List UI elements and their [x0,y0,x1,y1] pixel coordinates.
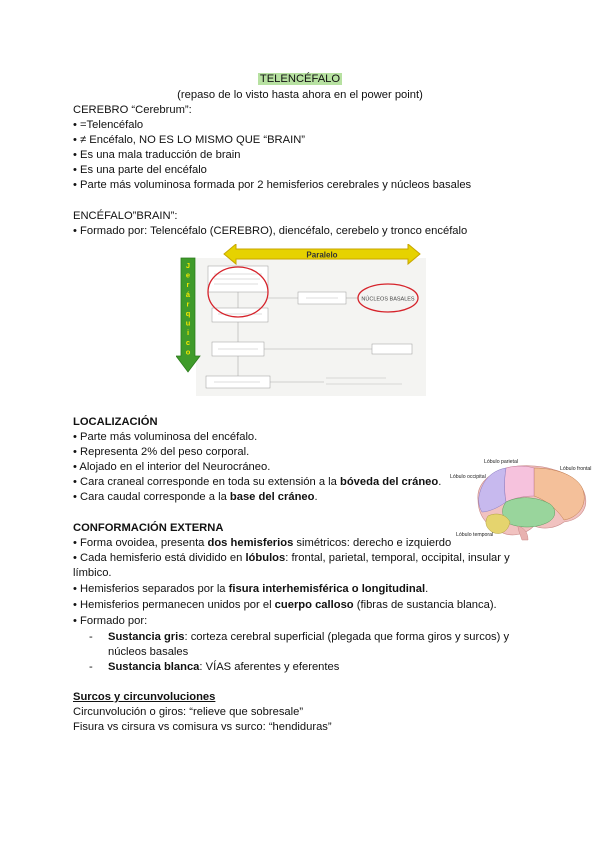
side-box [372,344,412,354]
label-temporal: Lóbulo temporal [456,532,494,538]
label-parietal: Lóbulo parietal [484,459,519,465]
jerarquico-letter: c [185,337,191,347]
sub-list-item [108,630,509,644]
page-title [0,72,600,86]
conformacion-bullet: • Formado por: [73,615,148,627]
sub-list-continuation: núcleos basales [108,646,189,658]
cerebro-bullet: • Es una mala traducción de brain [73,149,241,161]
diagram-svg [176,244,428,396]
conformacion-bullet [73,536,451,550]
paralelo-label: Paralelo [306,250,338,260]
text-part: • Hemisferios permanecen unidos por el [73,599,275,611]
nucleos-basales-label: NÚCLEOS BASALES [361,296,415,303]
jerarquico-letter: J [185,261,191,270]
conformacion-continuation: límbico. [73,567,112,579]
sub-list-dash: - [89,631,93,643]
jerarquico-letter: r [186,299,190,309]
localizacion-bullet: • Alojado en el interior del Neurocráneo. [73,461,271,473]
text-part: • Cada hemisferio está dividido en [73,552,246,564]
text-part: . [314,491,318,503]
page-subtitle: (repaso de lo visto hasta ahora en el power point) [177,89,423,101]
text-part: (fibras de sustancia blanca). [353,599,497,611]
encefalo-bullet: • Formado por: Telencéfalo (CEREBRO), diencéfalo, cerebelo y tronco encéfalo [73,225,468,237]
cerebro-heading: CEREBRO “Cerebrum”: [73,104,192,116]
sub-list-item [108,660,339,674]
text-bold: Sustancia gris [108,631,185,643]
surcos-heading: Surcos y circunvoluciones [73,691,216,703]
jerarquico-letter: i [186,328,190,338]
encefalo-heading: ENCÉFALO”BRAIN”: [73,210,178,222]
cerebro-bullet: • ≠ Encéfalo, NO ES LO MISMO QUE “BRAIN” [73,134,305,146]
text-bold: bóveda del cráneo [340,476,439,488]
cerebro-bullet: • Es una parte del encéfalo [73,164,207,176]
text-bold: dos hemisferios [207,537,294,549]
brain-hierarchy-diagram [176,244,428,396]
localizacion-bullet [73,475,441,489]
jerarquico-letter: á [185,289,191,299]
text-part: • Hemisferios separados por la [73,583,229,595]
text-part: : frontal, parietal, temporal, occipital, insular y [285,552,510,564]
localizacion-bullet: • Parte más voluminosa del encéfalo. [73,431,258,443]
brain-svg [448,452,594,544]
title-text: TELENCÉFALO [259,73,341,85]
surcos-line: Fisura vs cirsura vs comisura vs surco: “hendiduras” [73,721,332,733]
conformacion-bullet [73,551,510,565]
text-bold: base del cráneo [229,491,315,503]
localizacion-bullet [73,490,318,504]
label-occipital: Lóbulo occipital [450,474,486,480]
text-bold: fisura interhemisférica o longitudinal [228,583,426,595]
text-part: : corteza cerebral superficial (plegada que forma giros y surcos) y [184,631,510,643]
cerebro-bullet: • =Telencéfalo [73,119,144,131]
jerarquico-letter: r [186,280,190,290]
cerebro-bullet: • Parte más voluminosa formada por 2 hemisferios cerebrales y núcleos basales [73,179,472,191]
text-bold: cuerpo calloso [274,599,354,611]
text-part: . [438,476,442,488]
text-part: : VÍAS aferentes y eferentes [199,661,340,673]
jerarquico-letter: u [185,318,191,328]
jerarquico-letter: o [185,347,191,357]
conformacion-heading: CONFORMACIÓN EXTERNA [73,522,224,534]
surcos-line: Circunvolución o giros: “relieve que sobresale” [73,706,304,718]
text-part: simétricos: derecho e izquierdo [293,537,452,549]
text-part: • Cara caudal corresponde a la [73,491,230,503]
jerarquico-letter: q [185,309,191,318]
label-frontal: Lóbulo frontal [560,466,592,472]
sub-list-dash: - [89,661,93,673]
conformacion-bullet [73,582,428,596]
text-part: . [425,583,429,595]
jerarquico-letter: e [185,270,191,280]
conformacion-bullet [73,598,497,612]
localizacion-heading: LOCALIZACIÓN [73,416,158,428]
brain-lobes-image [448,452,594,544]
text-part: • Cara craneal corresponde en toda su extensión a la [73,476,340,488]
text-bold: Sustancia blanca [108,661,200,673]
text-part: • Forma ovoidea, presenta [73,537,208,549]
localizacion-bullet: • Representa 2% del peso corporal. [73,446,250,458]
text-bold: lóbulos [245,552,286,564]
